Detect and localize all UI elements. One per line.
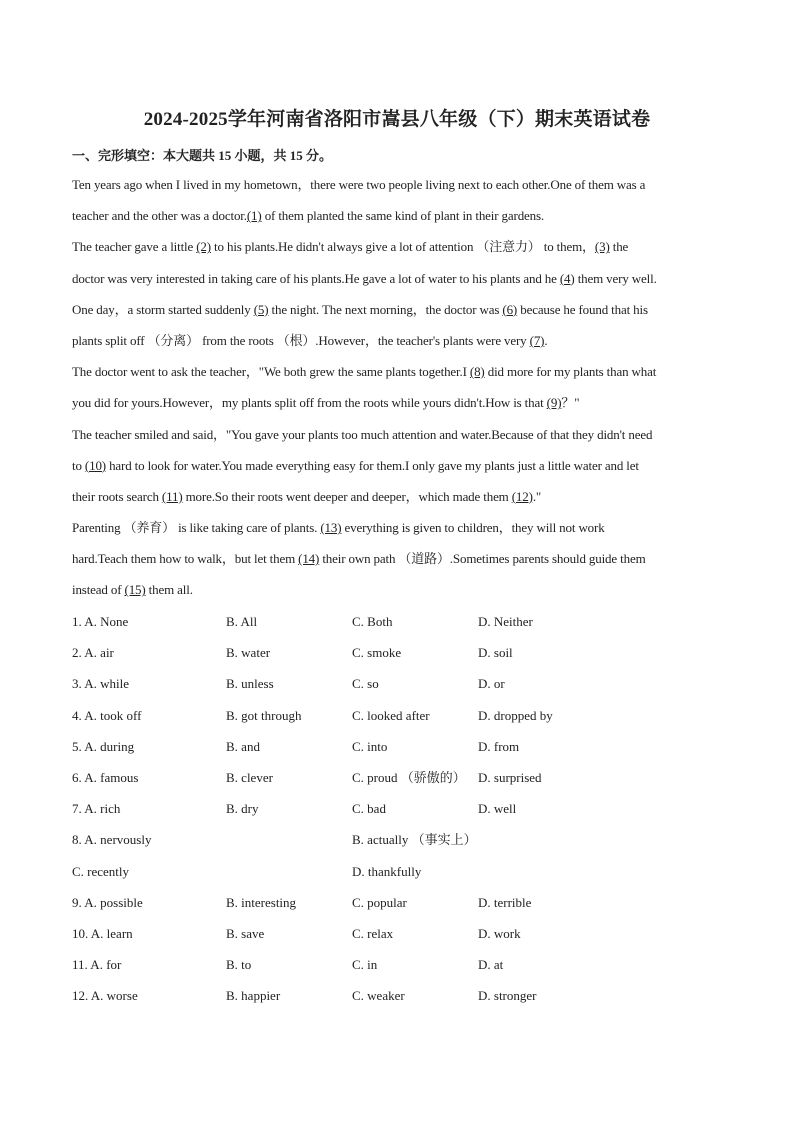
passage-line [72,546,727,577]
option-choice: 10. A. learn [72,925,133,941]
option-choice: D. thankfully [352,863,422,879]
option-choice: D. from [478,738,520,754]
option-choice: 4. A. took off [72,707,142,723]
blank-marker: (11) [161,488,183,504]
option-row [72,890,732,921]
passage-text: The teacher gave a little [72,239,197,255]
option-row [72,952,732,983]
option-choice: C. smoke [352,645,402,661]
option-choice: D. dropped by [478,707,553,723]
option-row [72,765,732,796]
option-row [72,671,732,702]
option-choice: 8. A. nervously [72,832,152,848]
passage-line [72,203,727,234]
option-choice: 6. A. famous [72,769,139,785]
passage-line [72,390,727,421]
option-choice: D. work [478,925,521,941]
option-row [72,827,732,858]
passage-text: to his plants.He didn't always give a lot of attention （注意力） to them， [210,239,595,255]
passage-line [72,422,727,453]
passage-text: The doctor went to ask the teacher，"We both grew the same plants together.I [72,364,470,380]
cloze-passage [72,172,727,609]
passage-line [72,234,727,265]
passage-line [72,266,727,297]
option-row [72,983,732,1014]
blank-marker: (1) [246,208,262,224]
option-row [72,734,732,765]
blank-marker: (4) [559,270,575,286]
option-choice: B. actually （事实上） [352,832,477,848]
passage-text: hard to look for water.You made everything easy for them.I only gave my plants just a little water and let [105,457,639,473]
option-choice: B. clever [226,769,273,785]
passage-text: ." [532,488,542,504]
option-choice: C. looked after [352,707,430,723]
option-choice: 1. A. None [72,614,129,629]
passage-line [72,172,727,203]
option-choice: 12. A. worse [72,988,138,1004]
passage-text: Ten years ago when I lived in my hometown，there were two people living next to each other.One of them was a [72,177,646,192]
option-choice: 5. A. during [72,738,135,754]
option-row [72,609,732,640]
passage-line [72,577,727,608]
passage-text: everything is given to children，they will not work [341,520,605,536]
option-row [72,640,732,671]
option-choice: D. well [478,801,517,817]
option-row [72,796,732,827]
option-choice: B. to [226,957,252,973]
option-choice: B. happier [226,988,281,1004]
blank-marker: (12) [511,488,533,504]
option-choice: D. soil [478,645,513,661]
option-choice: C. so [352,676,379,692]
exam-title: 2024-2025学年河南省洛阳市嵩县八年级（下）期末英语试卷 [143,109,651,130]
option-choice: B. water [226,645,271,661]
blank-marker: (7) [529,332,545,348]
answer-options [72,609,732,1014]
passage-text: their roots search [72,488,162,504]
passage-text: Parenting （养育） is like taking care of plants. [72,520,321,536]
option-choice: B. dry [226,801,259,817]
option-row [72,703,732,734]
blank-marker: (13) [320,520,342,536]
blank-marker: (5) [253,301,269,317]
passage-text: did more for my plants than what [484,364,657,380]
passage-text: plants split off （分离） from the roots （根）.However，the teacher's plants were very [72,332,530,348]
passage-text: ？" [561,395,580,411]
option-choice: B. unless [226,676,274,692]
option-choice: C. Both [352,614,393,629]
option-choice: 3. A. while [72,676,130,692]
passage-line [72,484,727,515]
option-choice: D. surprised [478,769,542,785]
option-choice: C. bad [352,801,386,817]
option-choice: C. proud （骄傲的） [352,769,466,785]
passage-text: them very well. [574,270,657,286]
option-choice: B. interesting [226,894,297,910]
option-choice: 7. A. rich [72,801,121,817]
option-choice: C. in [352,957,378,973]
blank-marker: (15) [124,582,146,598]
passage-text: because he found that his [517,301,648,317]
option-choice: B. All [226,614,258,629]
passage-line [72,453,727,484]
passage-text: the night. The next morning，the doctor was [268,301,503,317]
passage-line [72,328,727,359]
option-choice: C. recently [72,863,130,879]
option-choice: B. save [226,925,265,941]
option-choice: C. into [352,738,388,754]
option-choice: 11. A. for [72,957,122,973]
option-choice: B. and [226,738,260,754]
option-choice: C. weaker [352,988,405,1004]
blank-marker: (2) [196,239,211,255]
blank-marker: (3) [594,239,610,255]
passage-text: One day，a storm started suddenly [72,301,254,317]
passage-text: of them planted the same kind of plant in their gardens. [261,208,545,224]
option-choice: B. got through [226,707,302,723]
passage-text: The teacher smiled and said，"You gave your plants too much attention and water.Because of that they didn't need [72,426,653,442]
passage-text: the [609,239,629,255]
blank-marker: (10) [84,457,106,473]
passage-text: teacher and the other was a doctor. [72,208,247,224]
option-choice: 2. A. air [72,645,114,661]
option-choice: 9. A. possible [72,894,143,910]
blank-marker: (6) [502,301,518,317]
blank-marker: (9) [546,395,562,411]
passage-text: their own path （道路）.Sometimes parents should guide them [319,551,646,567]
passage-line [72,297,727,328]
passage-text: them all. [145,582,193,598]
passage-text: instead of [72,582,125,598]
passage-line [72,515,727,546]
option-choice: D. stronger [478,988,537,1004]
passage-text: doctor was very interested in taking care of his plants.He gave a lot of water to his plants and he [72,270,560,286]
option-choice: D. terrible [478,894,532,910]
option-row [72,921,732,952]
option-choice: D. or [478,676,505,692]
passage-text: . [544,332,548,348]
passage-line [72,359,727,390]
passage-text: you did for yours.However，my plants split off from the roots while yours didn't.How is that [72,395,547,411]
option-choice: D. at [478,957,504,973]
passage-text: more.So their roots went deeper and deeper，which made them [182,488,512,504]
option-choice: C. popular [352,894,407,910]
passage-text: to [72,457,85,473]
blank-marker: (8) [469,364,485,380]
section-heading: 一、完形填空：本大题共 15 小题，共 15 分。 [72,148,333,163]
option-choice: C. relax [352,925,394,941]
option-row [72,859,732,890]
blank-marker: (14) [298,551,320,567]
option-choice: D. Neither [478,614,533,629]
passage-text: hard.Teach them how to walk，but let them [72,551,299,567]
